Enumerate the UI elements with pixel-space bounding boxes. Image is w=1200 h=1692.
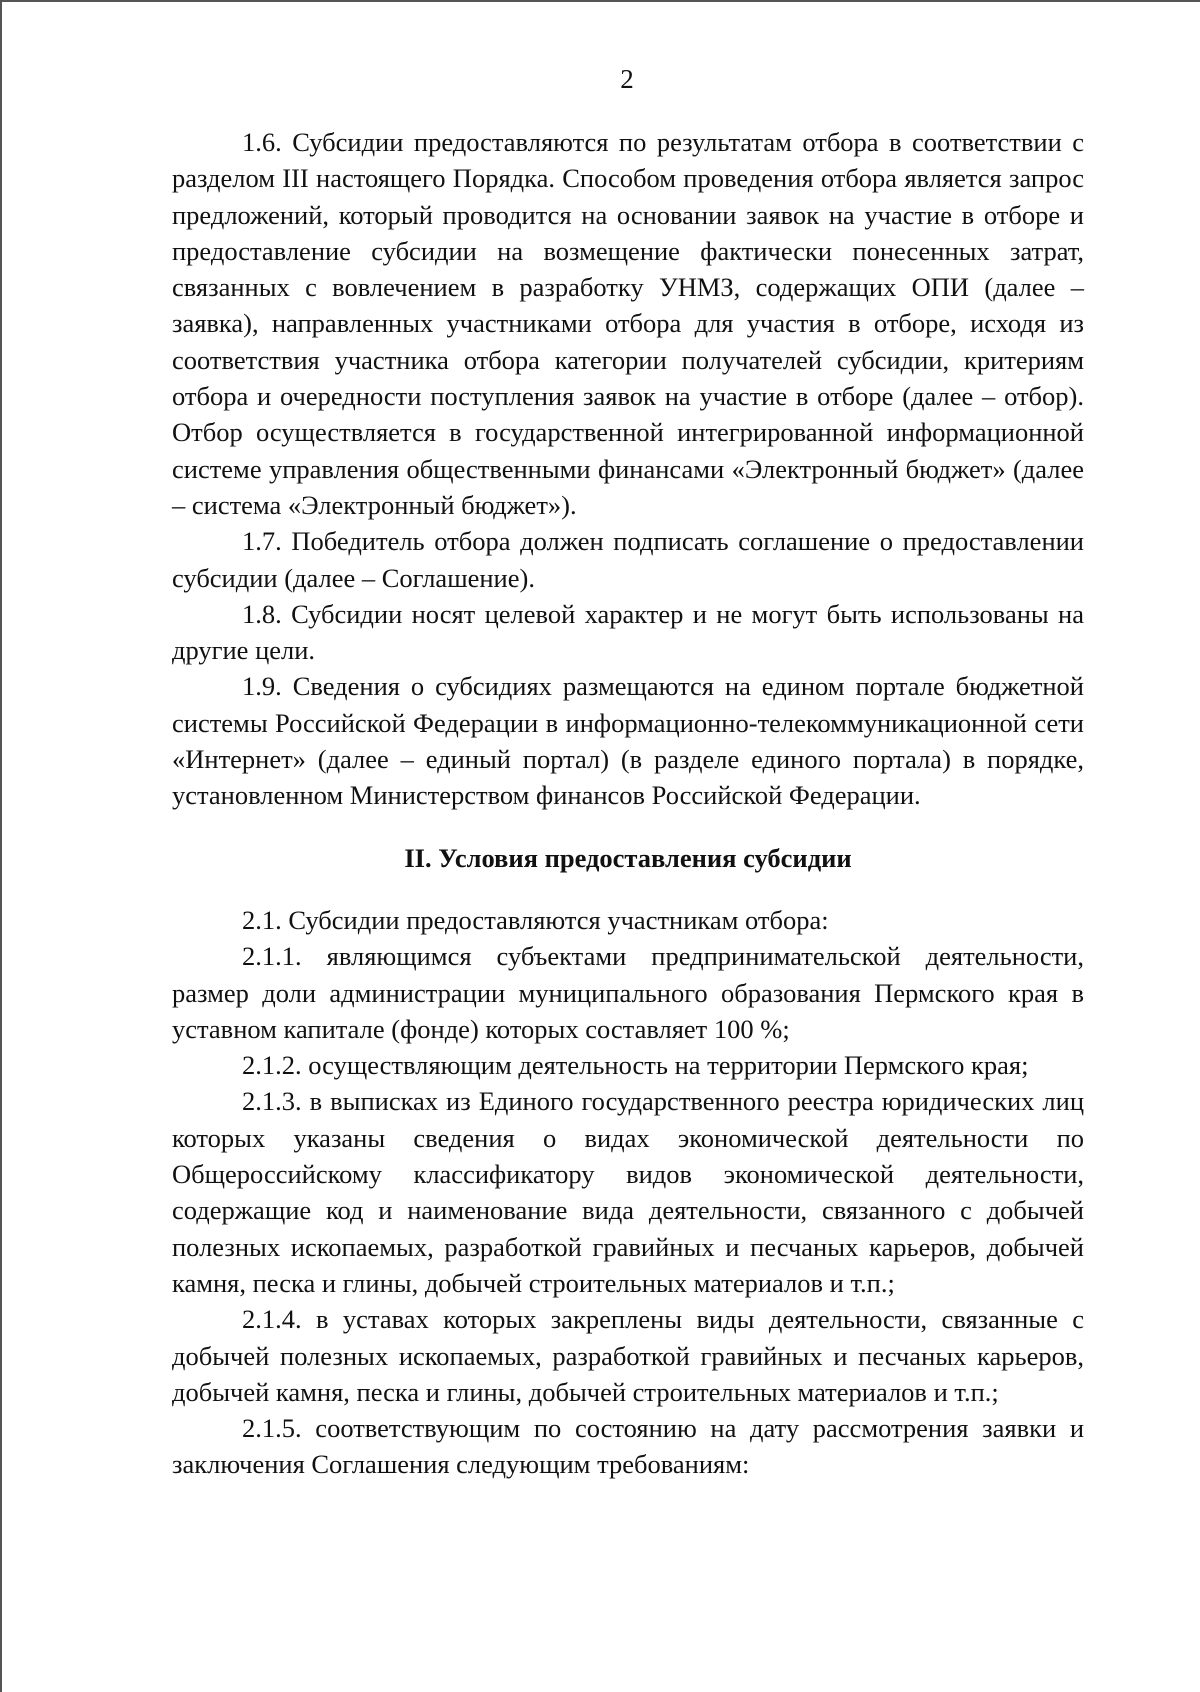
paragraph-1-9: 1.9. Сведения о субсидиях размещаются на едином портале бюджетной системы Российской Федерации в информационно-телекоммуникационной сети «Интернет» (далее – единый портал) (в разделе единого портала) в порядке, установленном Министерством финансов Российской Федерации. bbox=[172, 671, 1084, 811]
scan-edge-top bbox=[0, 0, 1200, 2]
paragraph-2-1: 2.1. Субсидии предоставляются участникам отбора: bbox=[242, 904, 829, 935]
paragraph-2-1-3: 2.1.3. в выписках из Единого государственного реестра юридических лиц которых указаны сведения о видах экономической деятельности по Общероссийскому классификатору видов экономической деятельности, содержащие код и наименование вида деятельности, связанного с добычей полезных ископаемых, разработкой гравийных и песчаных карьеров, добычей камня, песка и глины, добычей строительных материалов и т.п.; bbox=[172, 1086, 1084, 1298]
page-number: 2 bbox=[620, 64, 634, 94]
paragraph-1-7: 1.7. Победитель отбора должен подписать соглашение о предоставлении субсидии (далее – Соглашение). bbox=[172, 526, 1084, 593]
paragraph-2-1-1: 2.1.1. являющимся субъектами предпринимательской деятельности, размер доли администрации муниципального образования Пермского края в уставном капитале (фонде) которых составляет 100 %; bbox=[172, 941, 1084, 1044]
section-heading: II. Условия предоставления субсидии bbox=[404, 842, 852, 873]
paragraph-2-1-4: 2.1.4. в уставах которых закреплены виды деятельности, связанные с добычей полезных ископаемых, разработкой гравийных и песчаных карьеров, добычей камня, песка и глины, добычей строительных материалов и т.п.; bbox=[172, 1304, 1084, 1407]
document-body bbox=[172, 124, 1084, 1483]
paragraph-2-1-2: 2.1.2. осуществляющим деятельность на территории Пермского края; bbox=[242, 1050, 1029, 1081]
scan-edge-left bbox=[0, 0, 2, 1692]
paragraph-1-8: 1.8. Субсидии носят целевой характер и не могут быть использованы на другие цели. bbox=[172, 598, 1084, 666]
paragraph-2-1-5: 2.1.5. соответствующим по состоянию на дату рассмотрения заявки и заключения Соглашения следующим требованиям: bbox=[172, 1413, 1084, 1480]
paragraph-1-6: 1.6. Субсидии предоставляются по результатам отбора в соответствии с разделом III настоящего Порядка. Способом проведения отбора является запрос предложений, который проводится на основании заявок на участие в отборе и предоставление субсидии на возмещение фактически понесенных затрат, связанных с вовлечением в разработку УНМЗ, содержащих ОПИ (далее – заявка), направленных участниками отбора для участия в отборе, исходя из соответствия участника отбора категории получателей субсидии, критериям отбора и очередности поступления заявок на участие в отборе (далее – отбор). Отбор осуществляется в государственной интегрированной информационной системе управления общественными финансами «Электронный бюджет» (далее – система «Электронный бюджет»). bbox=[172, 127, 1084, 520]
